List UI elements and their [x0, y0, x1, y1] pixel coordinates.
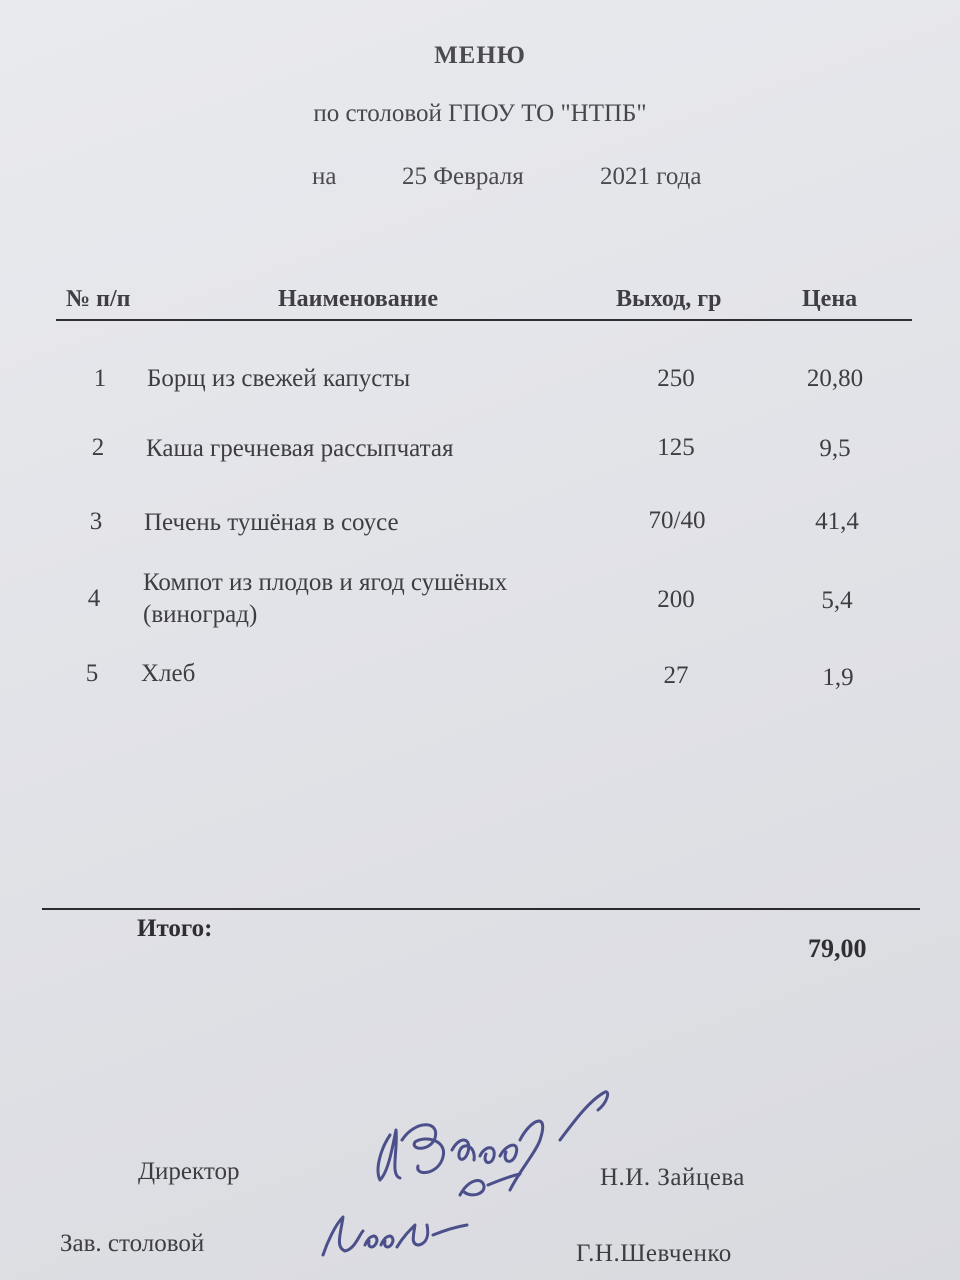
- row-number: 1: [93, 365, 107, 392]
- date-day: 25 Февраля: [402, 163, 524, 190]
- total-divider: [42, 908, 920, 910]
- date-year: 2021 года: [600, 163, 702, 190]
- document-subtitle: по столовой ГПОУ ТО "НТПБ": [313, 100, 647, 127]
- row-output: 70/40: [648, 507, 706, 534]
- canteen-head-name: Г.Н.Шевченко: [576, 1240, 732, 1267]
- row-price: 9,5: [819, 435, 851, 462]
- row-name: Печень тушёная в соусе: [144, 509, 399, 536]
- row-price: 5,4: [821, 587, 853, 614]
- row-price: 41,4: [815, 508, 859, 535]
- director-role: Директор: [138, 1158, 240, 1185]
- row-number: 5: [85, 660, 99, 687]
- date-prefix: на: [312, 163, 337, 190]
- row-output: 125: [657, 434, 695, 461]
- row-name: Борщ из свежей капусты: [147, 365, 411, 392]
- director-name: Н.И. Зайцева: [600, 1164, 745, 1191]
- column-header-price: Цена: [802, 286, 858, 312]
- row-output: 27: [663, 662, 689, 689]
- row-number: 3: [89, 508, 103, 535]
- canteen-head-signature: [315, 1195, 475, 1265]
- director-signature: [360, 1080, 640, 1210]
- row-number: 2: [91, 434, 105, 461]
- row-price: 1,9: [822, 664, 854, 691]
- row-name: Хлеб: [141, 660, 196, 687]
- row-output: 200: [657, 586, 695, 613]
- row-price: 20,80: [806, 365, 864, 392]
- column-header-output: Выход, гр: [616, 286, 722, 312]
- row-number: 4: [87, 585, 101, 612]
- row-output: 250: [657, 365, 695, 392]
- column-header-name: Наименование: [278, 286, 438, 312]
- row-name: Каша гречневая рассыпчатая: [146, 435, 454, 462]
- total-value: 79,00: [808, 934, 867, 963]
- row-name: Компот из плодов и ягод сушёных (виноград): [143, 569, 508, 628]
- total-label: Итого:: [137, 915, 213, 942]
- document-title: МЕНЮ: [434, 42, 526, 69]
- canteen-head-role: Зав. столовой: [60, 1230, 205, 1257]
- header-divider: [56, 319, 912, 321]
- column-header-number: № п/п: [66, 286, 131, 312]
